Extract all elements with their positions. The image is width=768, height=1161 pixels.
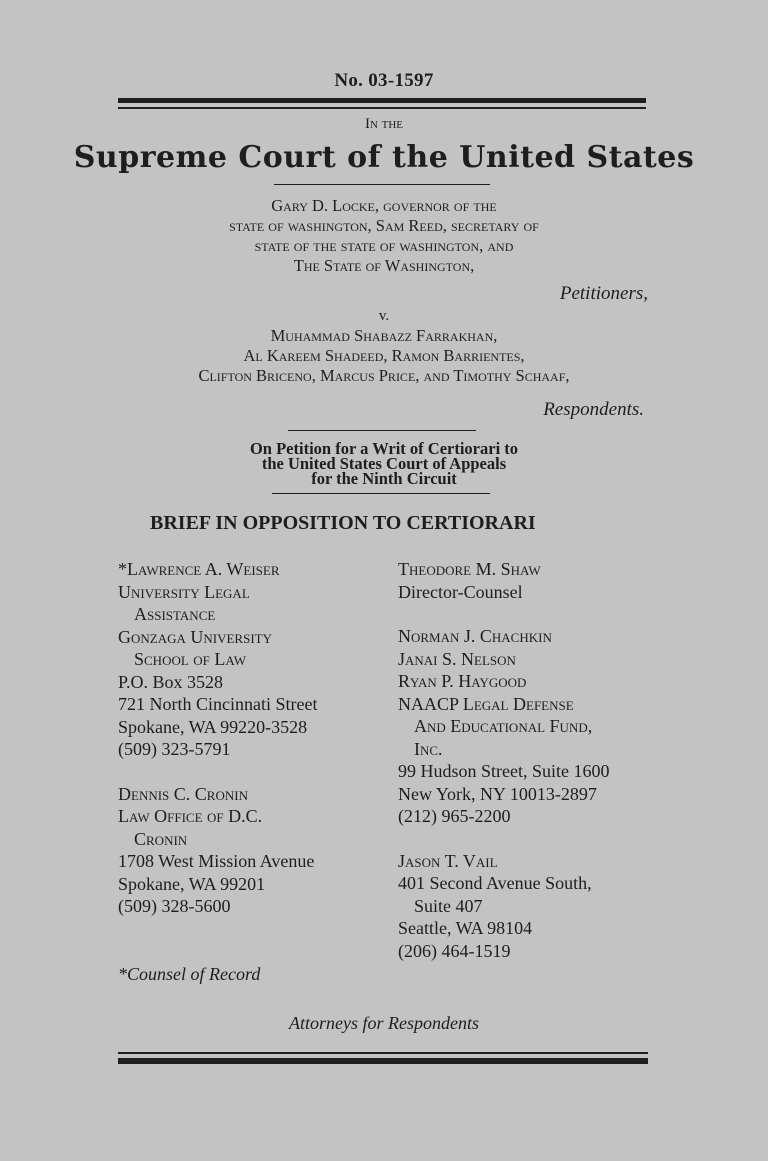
counsel-line: School of Law: [134, 649, 247, 669]
counsel-line: Dennis C. Cronin: [118, 783, 248, 804]
counsel-line: Spokane, WA 99220-3528: [118, 716, 308, 737]
spacer: [398, 828, 610, 850]
counsel-line: Theodore M. Shaw: [398, 559, 541, 579]
bottom-rule-thick: [118, 1058, 648, 1064]
petition-line: for the Ninth Circuit: [311, 469, 457, 488]
attorneys-for-respondents: Attorneys for Respondents: [289, 1013, 479, 1033]
petitioners-line: Gary D. Locke, governor of the: [271, 196, 497, 215]
counsel-line: (206) 464-1519: [398, 940, 511, 961]
counsel-line: Seattle, WA 98104: [398, 918, 533, 938]
spacer: [398, 603, 610, 625]
counsel-line: 1708 West Mission Avenue: [118, 851, 315, 871]
respondents-label: Respondents.: [543, 399, 644, 420]
caption-rule-2: [288, 430, 476, 431]
petitioners-label: Petitioners,: [559, 283, 648, 304]
caption-rule-3: [272, 493, 490, 494]
right-counsel-column: [398, 558, 610, 962]
counsel-line: Law Office of D.C.: [118, 806, 263, 826]
brief-title: BRIEF IN OPPOSITION TO CERTIORARI: [150, 512, 536, 534]
petition-line: On Petition for a Writ of Certiorari to: [249, 439, 519, 458]
counsel-line: 99 Hudson Street, Suite 1600: [398, 761, 610, 781]
petition-statement: [0, 441, 768, 486]
counsel-line: Cronin: [134, 828, 188, 849]
counsel-of-record-note: *Counsel of Record: [118, 964, 261, 984]
counsel-line: Spokane, WA 99201: [118, 873, 266, 894]
counsel-line: Suite 407: [414, 895, 483, 916]
versus: v.: [378, 308, 390, 324]
counsel-line: (509) 323-5791: [118, 739, 231, 759]
counsel-line: Gonzaga University: [118, 626, 272, 647]
counsel-line: NAACP Legal Defense: [398, 693, 574, 714]
caption-rule-1: [274, 184, 490, 185]
counsel-line: University Legal: [118, 581, 250, 602]
counsel-line: Ryan P. Haygood: [398, 671, 527, 691]
respondents-names: [0, 326, 768, 386]
counsel-line: 721 North Cincinnati Street: [118, 694, 318, 714]
petitioners-line: The State of Washington,: [293, 256, 475, 275]
top-rule-thick: [118, 98, 646, 103]
counsel-line: (212) 965-2200: [398, 806, 511, 826]
petitioners-line: state of the state of washington, and: [254, 236, 514, 255]
petitioners-line: state of washington, Sam Reed, secretary of: [229, 216, 539, 235]
court-name: Supreme Court of the United States: [73, 140, 695, 175]
respondents-line: Al Kareem Shadeed, Ramon Barrientes,: [243, 346, 525, 365]
counsel-line: And Educational Fund,: [414, 716, 593, 736]
respondents-line: Muhammad Shabazz Farrakhan,: [270, 326, 498, 345]
counsel-line: Norman J. Chachkin: [398, 626, 552, 646]
counsel-line: Jason T. Vail: [398, 850, 498, 871]
top-rule-thin: [118, 107, 646, 109]
spacer: [118, 761, 317, 783]
respondents-line: Clifton Briceno, Marcus Price, and Timothy Schaaf,: [198, 366, 570, 385]
counsel-line: (509) 328-5600: [118, 896, 231, 916]
counsel-line: Janai S. Nelson: [398, 648, 516, 669]
counsel-line: 401 Second Avenue South,: [398, 873, 592, 893]
docket-number: No. 03-1597: [334, 70, 434, 91]
left-counsel-column: [118, 558, 317, 918]
bottom-rule-thin: [118, 1052, 648, 1054]
counsel-line: Inc.: [414, 738, 443, 759]
counsel-line: Director-Counsel: [398, 581, 523, 602]
counsel-line: *Lawrence A. Weiser: [118, 559, 280, 579]
petitioners-names: [0, 196, 768, 276]
counsel-line: P.O. Box 3528: [118, 671, 224, 692]
in-the-heading: In the: [364, 116, 404, 132]
counsel-line: Assistance: [134, 604, 216, 624]
petition-line: the United States Court of Appeals: [261, 454, 507, 473]
counsel-line: New York, NY 10013-2897: [398, 783, 597, 804]
